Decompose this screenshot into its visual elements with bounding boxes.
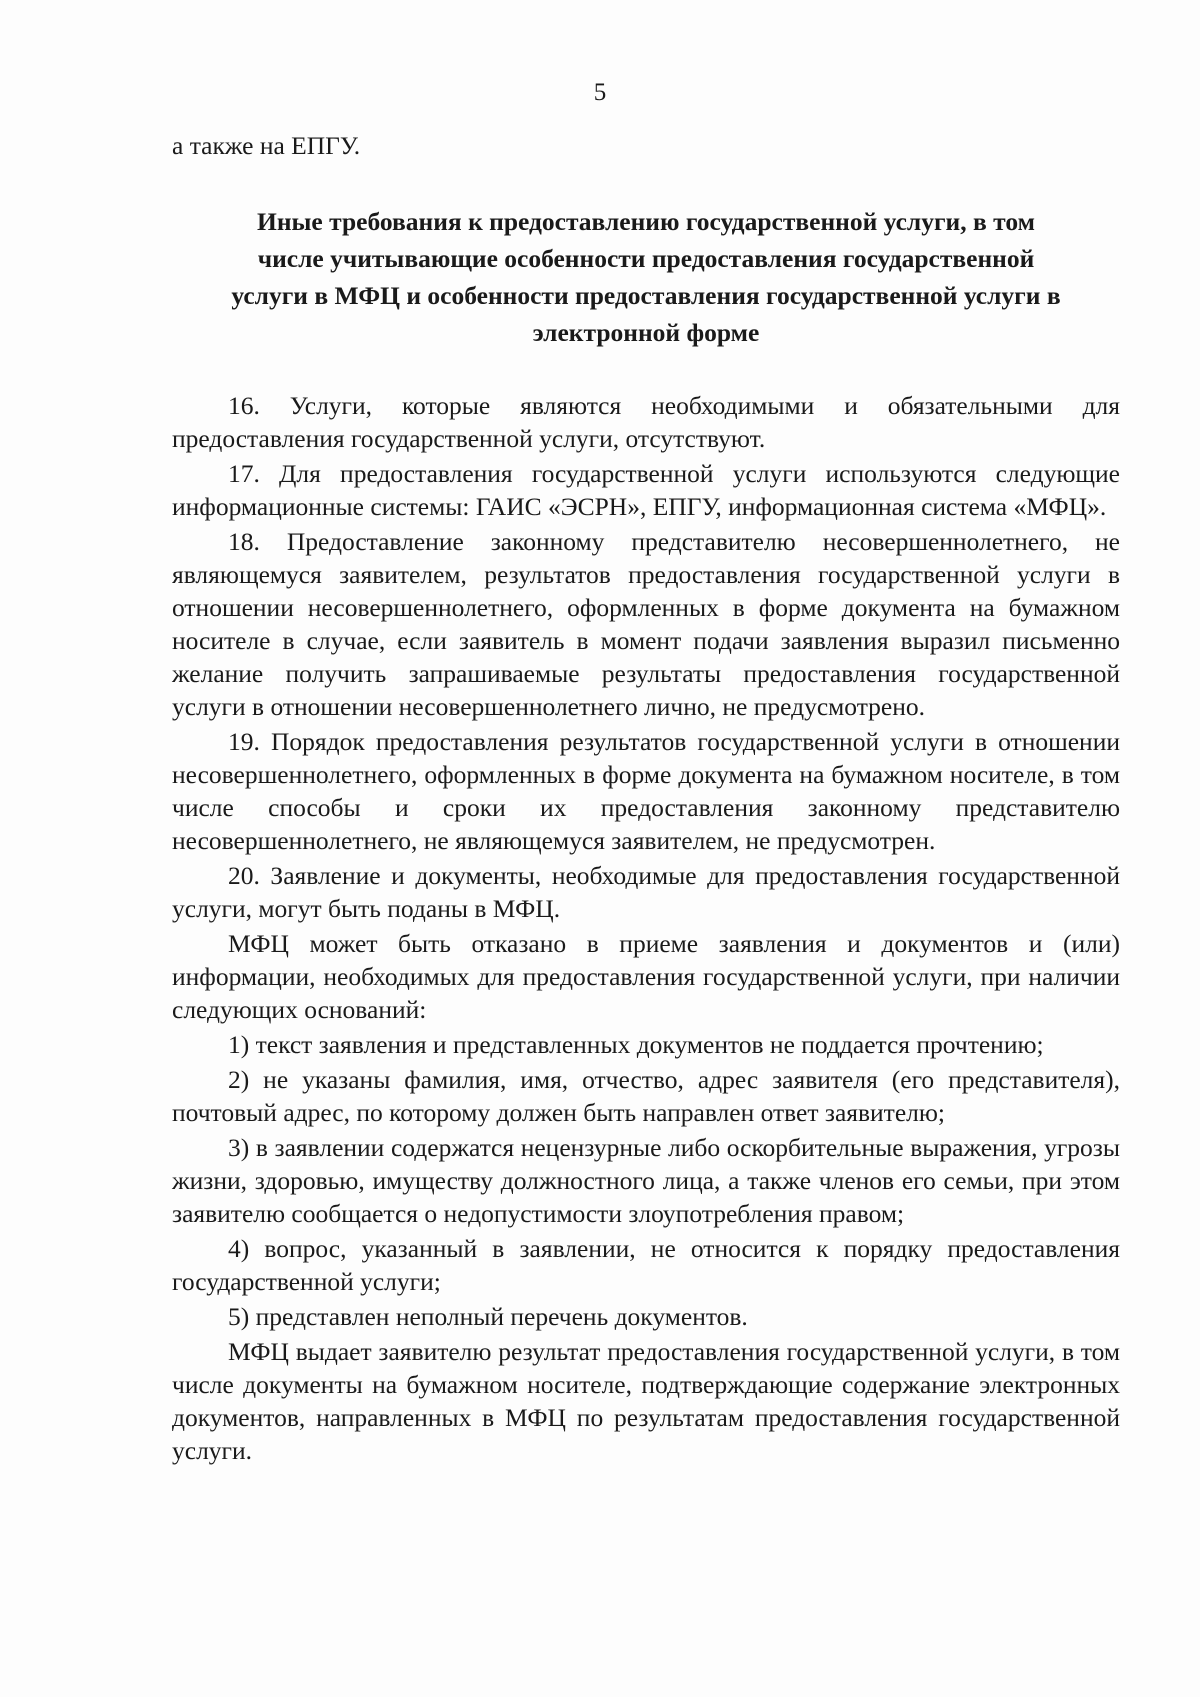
section-heading [172, 203, 1120, 351]
list-item-2: 2) не указаны фамилия, имя, отчество, адрес заявителя (его представителя), почтовый адрес, по которому должен быть направлен ответ заявителю; [172, 1065, 1120, 1127]
list-item-4: 4) вопрос, указанный в заявлении, не относится к порядку предоставления государственной услуги; [172, 1234, 1120, 1296]
page-number: 5 [593, 79, 607, 106]
document-body [172, 128, 1120, 1467]
list-item-1: 1) текст заявления и представленных документов не поддается прочтению; [228, 1030, 1044, 1059]
list-item-3: 3) в заявлении содержатся нецензурные либо оскорбительные выражения, угрозы жизни, здоровью, имуществу должностного лица, а также членов его семьи, при этом заявителю сообщается о недопустимости злоупотребления правом; [172, 1133, 1120, 1228]
heading-line: Иные требования к предоставлению государственной услуги, в том [257, 207, 1035, 236]
paragraph-mfc-refusal: МФЦ может быть отказано в приеме заявления и документов и (или) информации, необходимых для предоставления государственной услуги, при наличии следующих оснований: [172, 929, 1120, 1024]
heading-line: электронной форме [532, 318, 760, 347]
heading-line: услуги в МФЦ и особенности предоставления государственной услуги в [231, 281, 1061, 310]
paragraph-20: 20. Заявление и документы, необходимые для предоставления государственной услуги, могут быть поданы в МФЦ. [172, 861, 1120, 923]
heading-line: числе учитывающие особенности предоставления государственной [257, 244, 1035, 273]
paragraph-19: 19. Порядок предоставления результатов государственной услуги в отношении несовершеннолетнего, оформленных в форме документа на бумажном носителе, в том числе способы и сроки их предоставления законному представителю несовершеннолетнего, не являющемуся заявителем, не предусмотрен. [172, 727, 1120, 855]
paragraph-18: 18. Предоставление законному представителю несовершеннолетнего, не являющемуся заявителем, результатов предоставления государственной услуги в отношении несовершеннолетнего, оформленных в форме документа на бумажном носителе в случае, если заявитель в момент подачи заявления выразил письменно желание получить запрашиваемые результаты предоставления государственной услуги в отношении несовершеннолетнего лично, не предусмотрено. [172, 527, 1120, 721]
list-item-5: 5) представлен неполный перечень документов. [228, 1302, 748, 1331]
paragraph-16: 16. Услуги, которые являются необходимыми и обязательными для предоставления государственной услуги, отсутствуют. [172, 391, 1120, 453]
paragraph-mfc-result: МФЦ выдает заявителю результат предоставления государственной услуги, в том числе документы на бумажном носителе, подтверждающие содержание электронных документов, направленных в МФЦ по результатам предоставления государственной услуги. [172, 1337, 1120, 1465]
lead-text: а также на ЕПГУ. [172, 131, 361, 160]
paragraph-17: 17. Для предоставления государственной услуги используются следующие информационные системы: ГАИС «ЭСРН», ЕПГУ, информационная система «МФЦ». [172, 459, 1120, 521]
